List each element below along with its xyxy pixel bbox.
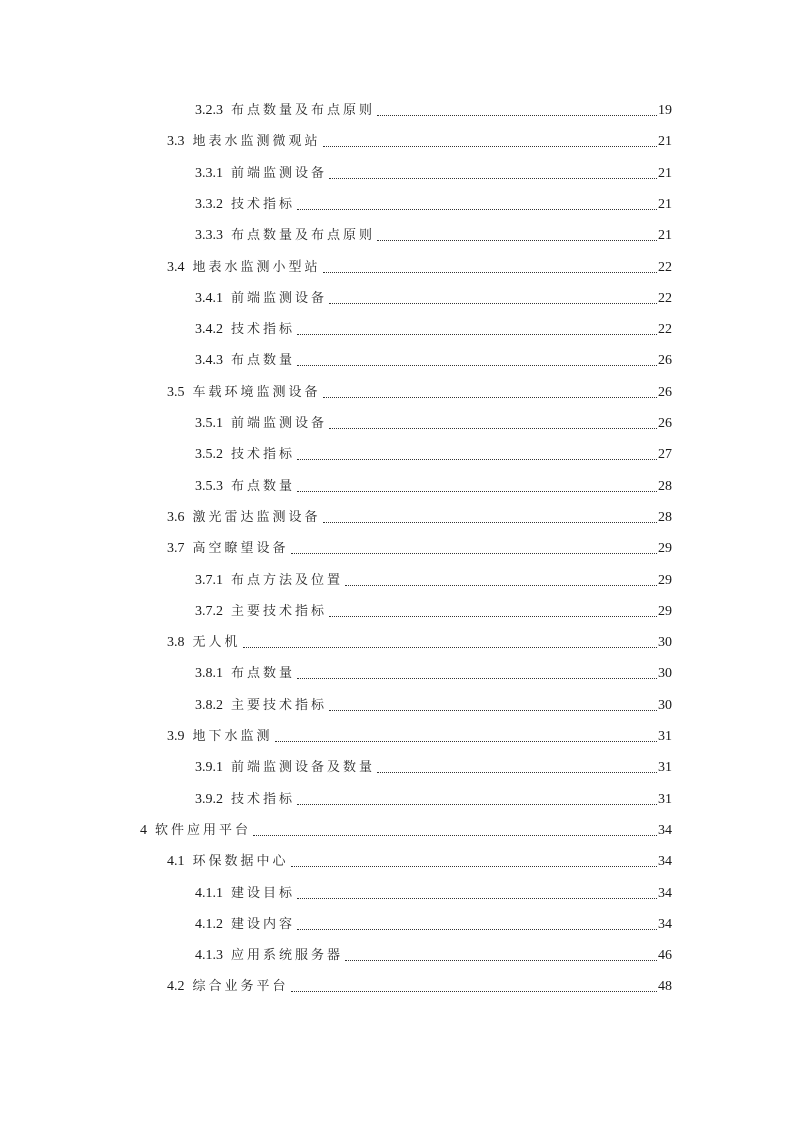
toc-entry-number: 3.7 — [167, 541, 185, 557]
toc-dot-leader — [297, 658, 657, 689]
toc-entry-page-number: 30 — [658, 697, 672, 713]
toc-dot-leader — [329, 690, 657, 721]
toc-dot-leader — [297, 784, 657, 815]
toc-entry[interactable] — [195, 784, 672, 815]
toc-entry[interactable] — [195, 690, 672, 721]
toc-entry-title: 布点数量 — [231, 478, 296, 494]
toc-entry-title: 建设目标 — [231, 885, 296, 901]
toc-entry-number: 3.5.3 — [195, 478, 223, 494]
toc-dot-leader — [323, 252, 657, 283]
toc-entry[interactable] — [195, 189, 672, 220]
toc-entry-number: 4.2 — [167, 979, 185, 995]
toc-entry-page-number: 46 — [658, 948, 672, 964]
toc-dot-leader — [329, 408, 657, 439]
toc-entry-page-number: 28 — [658, 478, 672, 494]
toc-entry[interactable] — [167, 627, 672, 658]
toc-entry-title: 布点方法及位置 — [231, 572, 344, 588]
toc-entry-number: 3.3.3 — [195, 228, 223, 244]
toc-entry-page-number: 26 — [658, 384, 672, 400]
toc-entry-title: 建设内容 — [231, 916, 296, 932]
toc-dot-leader — [329, 596, 657, 627]
toc-entry-number: 4.1.2 — [195, 916, 223, 932]
toc-entry[interactable] — [195, 345, 672, 376]
toc-entry[interactable] — [195, 314, 672, 345]
toc-entry-title: 主要技术指标 — [231, 697, 328, 713]
toc-entry-page-number: 34 — [658, 854, 672, 870]
toc-entry-title: 综合业务平台 — [192, 979, 289, 995]
toc-entry-page-number: 26 — [658, 353, 672, 369]
toc-dot-leader — [297, 314, 657, 345]
toc-entry-page-number: 31 — [658, 791, 672, 807]
toc-entry-title: 高空瞭望设备 — [192, 541, 289, 557]
toc-entry-page-number: 21 — [658, 165, 672, 181]
toc-entry-page-number: 28 — [658, 509, 672, 525]
toc-dot-leader — [243, 627, 657, 658]
toc-entry[interactable] — [195, 596, 672, 627]
toc-entry-title: 前端监测设备 — [231, 165, 328, 181]
toc-dot-leader — [323, 126, 657, 157]
toc-entry-title: 无人机 — [192, 635, 241, 651]
toc-entry-number: 3.9 — [167, 729, 185, 744]
toc-entry-number: 3.6 — [167, 509, 185, 525]
toc-entry-number: 3.5 — [167, 384, 185, 400]
toc-dot-leader — [297, 878, 657, 909]
toc-entry-title: 主要技术指标 — [231, 603, 328, 619]
toc-entry-page-number: 22 — [658, 259, 672, 275]
toc-entry-page-number: 19 — [658, 103, 672, 118]
toc-entry[interactable] — [167, 502, 672, 533]
toc-entry[interactable] — [195, 565, 672, 596]
toc-entry[interactable] — [195, 471, 672, 502]
toc-entry-number: 3.7.2 — [195, 603, 223, 619]
toc-entry[interactable] — [195, 439, 672, 470]
toc-entry-number: 3.4 — [167, 259, 185, 275]
toc-entry-title: 地表水监测小型站 — [192, 259, 321, 275]
toc-entry[interactable] — [195, 220, 672, 251]
toc-dot-leader — [253, 815, 657, 846]
toc-entry-title: 应用系统服务器 — [231, 948, 344, 964]
toc-entry[interactable] — [195, 752, 672, 783]
toc-entry-title: 技术指标 — [231, 322, 296, 338]
toc-dot-leader — [291, 533, 657, 564]
toc-entry[interactable] — [167, 533, 672, 564]
toc-entry-title: 布点数量 — [231, 666, 296, 682]
toc-entry-number: 3.8 — [167, 635, 185, 651]
toc-entry[interactable] — [167, 846, 672, 877]
toc-entry-page-number: 21 — [658, 228, 672, 244]
toc-entry-title: 地下水监测 — [192, 729, 273, 744]
toc-entry-title: 技术指标 — [231, 791, 296, 807]
toc-entry[interactable] — [195, 408, 672, 439]
toc-dot-leader — [297, 909, 657, 940]
toc-entry[interactable] — [167, 252, 672, 283]
toc-entry-title: 布点数量及布点原则 — [231, 228, 376, 244]
toc-entry-number: 3.7.1 — [195, 572, 223, 588]
toc-entry-page-number: 21 — [658, 196, 672, 212]
toc-dot-leader — [329, 158, 657, 189]
toc-entry-number: 4.1.3 — [195, 948, 223, 964]
toc-entry-number: 3.4.3 — [195, 353, 223, 369]
toc-entry[interactable] — [167, 126, 672, 157]
toc-entry-title: 环保数据中心 — [192, 854, 289, 870]
toc-dot-leader — [345, 940, 657, 971]
toc-entry-title: 技术指标 — [231, 196, 296, 212]
toc-entry-page-number: 27 — [658, 447, 672, 463]
toc-entry-title: 前端监测设备 — [231, 290, 328, 306]
toc-entry-page-number: 22 — [658, 322, 672, 338]
toc-entry[interactable] — [195, 158, 672, 189]
toc-dot-leader — [297, 189, 657, 220]
toc-dot-leader — [297, 439, 657, 470]
toc-entry-number: 3.4.2 — [195, 322, 223, 338]
toc-entry-page-number: 34 — [658, 885, 672, 901]
toc-entry[interactable] — [195, 878, 672, 909]
toc-entry-page-number: 21 — [658, 134, 672, 150]
toc-entry[interactable] — [195, 283, 672, 314]
toc-entry[interactable] — [167, 971, 672, 1002]
toc-entry-title: 前端监测设备及数量 — [231, 760, 376, 776]
toc-entry-number: 3.4.1 — [195, 290, 223, 306]
toc-entry-number: 4.1.1 — [195, 885, 223, 901]
toc-dot-leader — [377, 220, 657, 251]
toc-entry[interactable] — [167, 377, 672, 408]
toc-entry-number: 3.5.1 — [195, 416, 223, 431]
toc-entry[interactable] — [140, 815, 672, 846]
toc-entry[interactable] — [195, 909, 672, 940]
toc-entry-title: 软件应用平台 — [155, 822, 252, 838]
toc-entry-number: 3.8.1 — [195, 666, 223, 682]
toc-entry-page-number: 30 — [658, 666, 672, 682]
toc-entry[interactable] — [195, 940, 672, 971]
toc-entry-page-number: 26 — [658, 416, 672, 431]
toc-entry-number: 4.1 — [167, 854, 185, 870]
toc-entry-title: 布点数量及布点原则 — [231, 103, 376, 118]
toc-entry-number: 3.3.2 — [195, 196, 223, 212]
toc-entry-page-number: 29 — [658, 541, 672, 557]
toc-entry-page-number: 22 — [658, 290, 672, 306]
toc-dot-leader — [377, 95, 657, 126]
toc-entry[interactable] — [167, 721, 672, 752]
toc-dot-leader — [323, 377, 657, 408]
toc-entry[interactable] — [195, 95, 672, 126]
toc-entry-title: 技术指标 — [231, 447, 296, 463]
toc-entry-page-number: 34 — [658, 822, 672, 838]
toc-entry-title: 车载环境监测设备 — [192, 384, 321, 400]
toc-entry-number: 3.9.1 — [195, 760, 223, 776]
toc-entry-page-number: 30 — [658, 635, 672, 651]
toc-entry-page-number: 31 — [658, 729, 672, 744]
toc-entry-title: 前端监测设备 — [231, 416, 328, 431]
toc-dot-leader — [291, 846, 657, 877]
toc-entry[interactable] — [195, 658, 672, 689]
toc-dot-leader — [291, 971, 657, 1002]
toc-dot-leader — [329, 283, 657, 314]
toc-entry-page-number: 29 — [658, 603, 672, 619]
toc-entry-title: 布点数量 — [231, 353, 296, 369]
toc-entry-number: 3.3 — [167, 134, 185, 150]
toc-dot-leader — [323, 502, 657, 533]
toc-entry-page-number: 48 — [658, 979, 672, 995]
toc-entry-page-number: 34 — [658, 916, 672, 932]
toc-entry-number: 3.2.3 — [195, 103, 223, 118]
toc-dot-leader — [297, 345, 657, 376]
toc-entry-number: 3.9.2 — [195, 791, 223, 807]
toc-entry-title: 地表水监测微观站 — [192, 134, 321, 150]
toc-dot-leader — [377, 752, 657, 783]
toc-entry-number: 3.5.2 — [195, 447, 223, 463]
toc-dot-leader — [297, 471, 657, 502]
toc-entry-page-number: 31 — [658, 760, 672, 776]
toc-entry-number: 4 — [140, 822, 147, 838]
toc-entry-page-number: 29 — [658, 572, 672, 588]
toc-entry-number: 3.8.2 — [195, 697, 223, 713]
toc-entry-number: 3.3.1 — [195, 165, 223, 181]
toc-entry-title: 激光雷达监测设备 — [192, 509, 321, 525]
toc-dot-leader — [345, 565, 657, 596]
toc-dot-leader — [275, 721, 657, 752]
